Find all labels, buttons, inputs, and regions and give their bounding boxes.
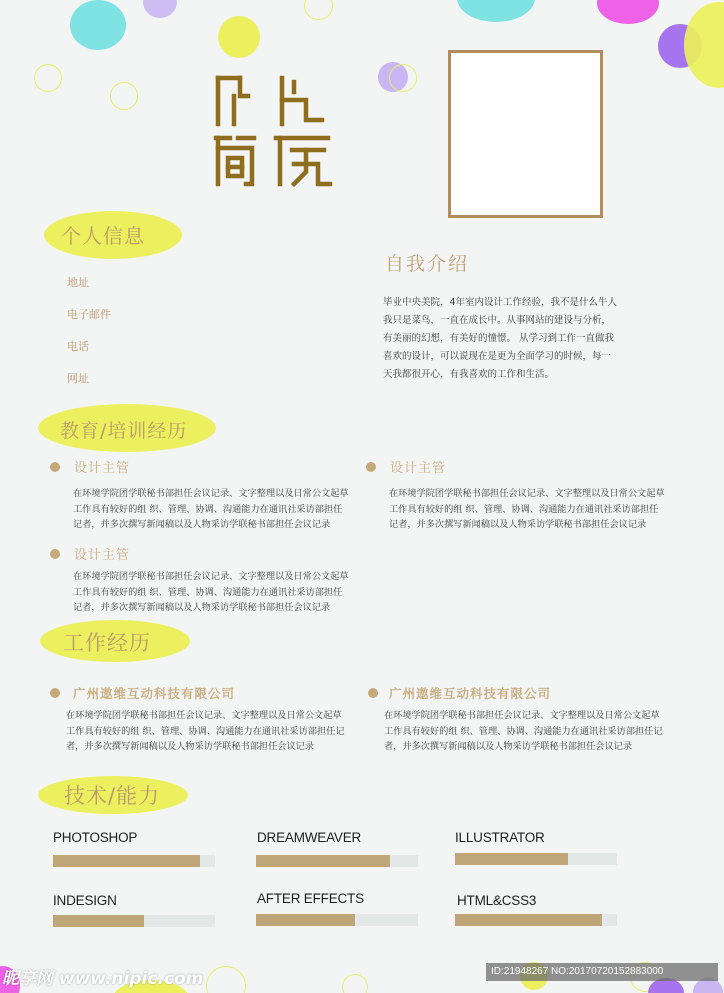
- photo-frame: [448, 50, 603, 218]
- skills-heading: 技术/能力: [64, 784, 161, 808]
- entry-line: 在环境学院团学联秘书部担任会议记录、文字整理以及日常公文起草: [73, 571, 349, 582]
- decor-ring: [304, 0, 333, 20]
- entry-line: 记者，并多次撰写新闻稿以及人物采访学联秘书部担任会议记录: [73, 519, 331, 530]
- bullet-dot: [50, 688, 60, 698]
- work-heading: 工作经历: [63, 631, 151, 655]
- skill-label: INDESIGN: [53, 893, 117, 908]
- intro-line: 我只是菜鸟，一直在成长中。从事网站的建设与分析，: [383, 315, 612, 326]
- education-entry-title: 设计主管: [74, 548, 131, 563]
- education-entry-text: [73, 486, 371, 533]
- education-entry-text: [389, 486, 687, 533]
- entry-line: 工作具有较好的组 织、管理、协调、沟通能力在通讯社采访部担任: [73, 586, 343, 598]
- phone-label: 电话: [67, 340, 89, 353]
- entry-line: 记者，并多次撰写新闻稿以及人物采访学联秘书部担任会议记录: [73, 602, 331, 613]
- self-intro-text: [383, 294, 628, 384]
- education-heading: 教育/培训经历: [60, 420, 188, 442]
- skill-bar-track: [53, 855, 215, 867]
- intro-line: 有美丽的幻想，有美好的憧憬。 从学习到工作一直做我: [383, 333, 615, 344]
- decor-ring: [389, 64, 417, 92]
- decor-circle-cyan: [70, 0, 126, 50]
- email-label: 电子邮件: [67, 308, 111, 321]
- entry-line: 在环境学院团学联秘书部担任会议记录、文字整理以及日常公文起草: [73, 488, 349, 499]
- skill-bar-fill: [53, 915, 144, 927]
- entry-line: 工作具有较好的组 织、管理、协调、沟通能力在通讯社采访部担任: [389, 503, 659, 515]
- skill-label: ILLUSTRATOR: [455, 830, 545, 845]
- decor-circle-cyan-top: [457, 0, 535, 22]
- skill-bar-track: [455, 853, 617, 865]
- skill-label: PHOTOSHOP: [53, 830, 138, 845]
- intro-line: 毕业中央美院，4年室内设计工作经验，我不是什么牛人: [383, 297, 618, 308]
- intro-line: 喜欢的设计，可以说现在是更为全面学习的时候，每一: [383, 351, 612, 362]
- skill-label: DREAMWEAVER: [257, 830, 362, 845]
- resume-title-art: [210, 72, 340, 192]
- decor-circle-magenta: [597, 0, 659, 24]
- work-entry-title: 广州遨维互动科技有限公司: [73, 686, 236, 701]
- bullet-dot: [366, 462, 376, 472]
- skill-label: HTML&CSS3: [457, 893, 537, 908]
- work-entry-text: [384, 708, 682, 755]
- entry-line: 在环境学院团学联秘书部担任会议记录、文字整理以及日常公文起草: [66, 710, 342, 721]
- decor-ring: [110, 82, 138, 110]
- skill-bar-fill: [53, 855, 200, 867]
- education-entry-title: 设计主管: [74, 461, 131, 476]
- address-label: 地址: [67, 276, 89, 289]
- entry-line: 在环境学院团学联秘书部担任会议记录、文字整理以及日常公文起草: [384, 710, 660, 721]
- bullet-dot: [368, 688, 378, 698]
- entry-line: 工作具有较好的组 织、管理、协调、沟通能力在通讯社采访部担任: [73, 503, 343, 515]
- bullet-dot: [50, 462, 60, 472]
- skill-bar-fill: [256, 914, 355, 926]
- entry-line: 记者，并多次撰写新闻稿以及人物采访学联秘书部担任会议记录: [389, 519, 647, 530]
- bullet-dot: [50, 549, 60, 559]
- decor-ring: [34, 64, 62, 92]
- skill-bar-track: [53, 915, 215, 927]
- entry-line: 在环境学院团学联秘书部担任会议记录、文字整理以及日常公文起草: [389, 488, 665, 499]
- skill-bar-track: [455, 914, 617, 926]
- skill-bar-fill: [455, 853, 568, 865]
- decor-circle-yellow-right: [684, 2, 724, 88]
- decor-ring: [342, 974, 368, 993]
- entry-line: 者，并多次撰写新闻稿以及人物采访学联秘书部担任会议记录: [384, 741, 633, 752]
- skill-label: AFTER EFFECTS: [257, 891, 364, 906]
- personal-info-heading: 个人信息: [61, 224, 145, 248]
- entry-line: 工作具有较好的组 织、管理、协调、沟通能力在通讯社采访部担任记: [66, 725, 345, 737]
- skill-bar-track: [256, 914, 418, 926]
- watermark-id: ID:21948267 NO:20170720152883000: [486, 963, 718, 981]
- skill-bar-fill: [455, 914, 602, 926]
- work-entry-text: [66, 708, 364, 755]
- website-label: 网址: [67, 372, 89, 385]
- intro-line: 天我都很开心，有我喜欢的工作和生活。: [383, 369, 555, 380]
- decor-circle-lavender: [143, 0, 177, 18]
- entry-line: 工作具有较好的组 织、管理、协调、沟通能力在通讯社采访部担任记: [384, 725, 663, 737]
- decor-circle-yellow: [218, 16, 260, 58]
- education-entry-title: 设计主管: [390, 461, 447, 476]
- education-entry-text: [73, 569, 371, 616]
- decor-ring: [206, 966, 246, 993]
- work-entry-title: 广州遨维互动科技有限公司: [389, 686, 552, 701]
- entry-line: 者，并多次撰写新闻稿以及人物采访学联秘书部担任会议记录: [66, 741, 315, 752]
- watermark-logo: 昵享网 www.nipic.com: [2, 969, 204, 989]
- skill-bar-fill: [256, 855, 390, 867]
- skill-bar-track: [256, 855, 418, 867]
- self-intro-heading: 自我介绍: [385, 253, 470, 275]
